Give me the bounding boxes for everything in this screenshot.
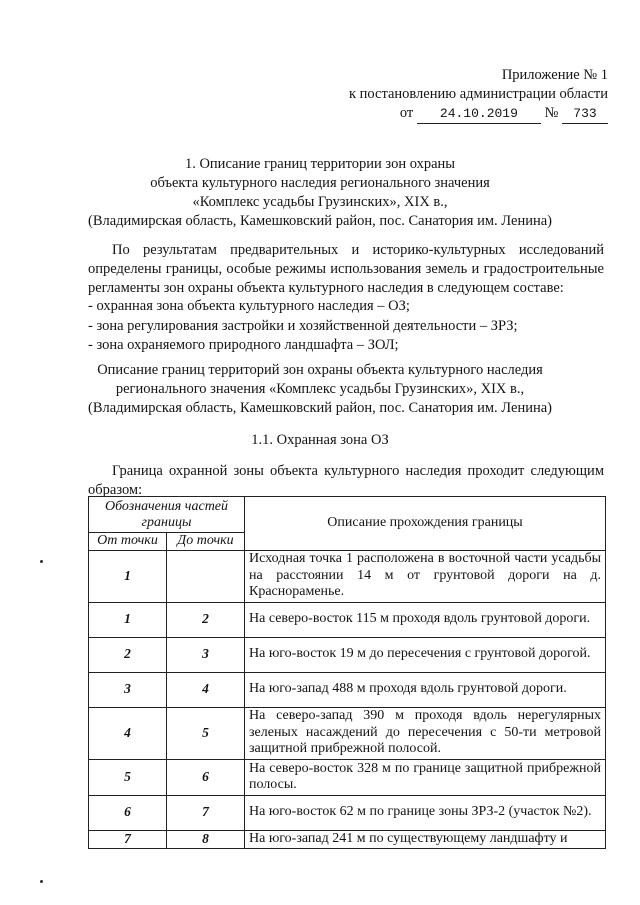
cell-description: На северо-восток 328 м по границе защитной прибрежной полосы. (245, 759, 606, 795)
heading-2 (0, 361, 640, 418)
intro-text: По результатам предварительных и историко-культурных исследований определены границы, особые режимы использования земель и градостроительные регламенты зон охраны объекта культурного наследия в следующем составе: (88, 242, 604, 296)
cell-description: Исходная точка 1 расположена в восточной части усадьбы на расстоянии 14 м от грунтовой дороги на д. Краснораменье. (245, 550, 606, 602)
cell-from: 5 (89, 759, 167, 795)
cell-from: 1 (89, 550, 167, 602)
cell-to: 4 (167, 672, 245, 707)
table-row (89, 707, 606, 759)
list-item: - зона охраняемого природного ландшафта – ЗОЛ; (88, 337, 399, 353)
cell-description: На северо-запад 390 м проходя вдоль нерегулярных зеленых насаждений до пересечения с 50-ти метровой защитной прибрежной полосой. (245, 707, 606, 759)
table-header-row (89, 497, 606, 533)
section-text: Граница охранной зоны объекта культурного наследия проходит следующим образом: (88, 463, 604, 498)
table-row (89, 550, 606, 602)
header-from: От точки (89, 533, 167, 551)
heading-2-line: (Владимирская область, Камешковский район, пос. Санатория им. Ленина) (88, 400, 552, 416)
cell-description: На юго-запад 241 м по существующему ландшафту и (245, 830, 606, 848)
number-prefix: № (544, 105, 559, 121)
cell-to: 5 (167, 707, 245, 759)
cell-to: 8 (167, 830, 245, 848)
table-row (89, 672, 606, 707)
table-row (89, 637, 606, 672)
heading-1-line: 1. Описание границ территории зон охраны (184, 156, 456, 172)
cell-from: 2 (89, 637, 167, 672)
table-row (89, 759, 606, 795)
heading-1-line: (Владимирская область, Камешковский район, пос. Санатория им. Ленина) (88, 213, 552, 229)
cell-to: 7 (167, 795, 245, 830)
cell-description: На юго-восток 19 м до пересечения с грунтовой дорогой. (245, 637, 606, 672)
heading-2-line: Описание границ территорий зон охраны объекта культурного наследия (97, 362, 543, 378)
header-description: Описание прохождения границы (245, 497, 606, 551)
cell-description: На северо-восток 115 м проходя вдоль грунтовой дороги. (245, 602, 606, 637)
cell-from: 6 (89, 795, 167, 830)
scan-dot (40, 880, 43, 883)
appendix-block (349, 66, 608, 124)
heading-2-line: регионального значения «Комплекс усадьбы Грузинских», XIX в., (115, 381, 525, 397)
cell-from: 1 (89, 602, 167, 637)
table-row (89, 795, 606, 830)
header-group: Обозначения частей границы (89, 497, 245, 533)
scan-dot (40, 560, 43, 563)
appendix-date-line (349, 104, 608, 124)
section-title: 1.1. Охранная зона ОЗ (251, 432, 389, 448)
date-prefix: от (399, 105, 414, 121)
decree-number: 733 (562, 104, 608, 124)
list-item: - зона регулирования застройки и хозяйственной деятельности – ЗРЗ; (88, 317, 518, 334)
heading-1 (0, 155, 640, 231)
cell-to: 6 (167, 759, 245, 795)
cell-from: 3 (89, 672, 167, 707)
appendix-title: Приложение № 1 (501, 67, 608, 83)
cell-to (167, 550, 245, 602)
cell-from: 4 (89, 707, 167, 759)
section-paragraph (88, 462, 604, 500)
cell-description: На юго-запад 488 м проходя вдоль грунтовой дороги. (245, 672, 606, 707)
cell-to: 3 (167, 637, 245, 672)
table-row (89, 830, 606, 848)
heading-1-line: «Комплекс усадьбы Грузинских», XIX в., (192, 194, 448, 210)
heading-1-line: объекта культурного наследия регионального значения (150, 175, 490, 191)
decree-date: 24.10.2019 (417, 104, 541, 124)
header-to: До точки (167, 533, 245, 551)
list-item: - охранная зона объекта культурного наследия – ОЗ; (88, 298, 410, 314)
cell-from: 7 (89, 830, 167, 848)
cell-to: 2 (167, 602, 245, 637)
table-row (89, 602, 606, 637)
zones-list (88, 297, 608, 356)
boundary-table (88, 496, 606, 849)
cell-description: На юго-восток 62 м по границе зоны ЗРЗ-2 (участок №2). (245, 795, 606, 830)
appendix-subtitle: к постановлению администрации области (348, 86, 608, 102)
intro-paragraph (88, 241, 604, 298)
